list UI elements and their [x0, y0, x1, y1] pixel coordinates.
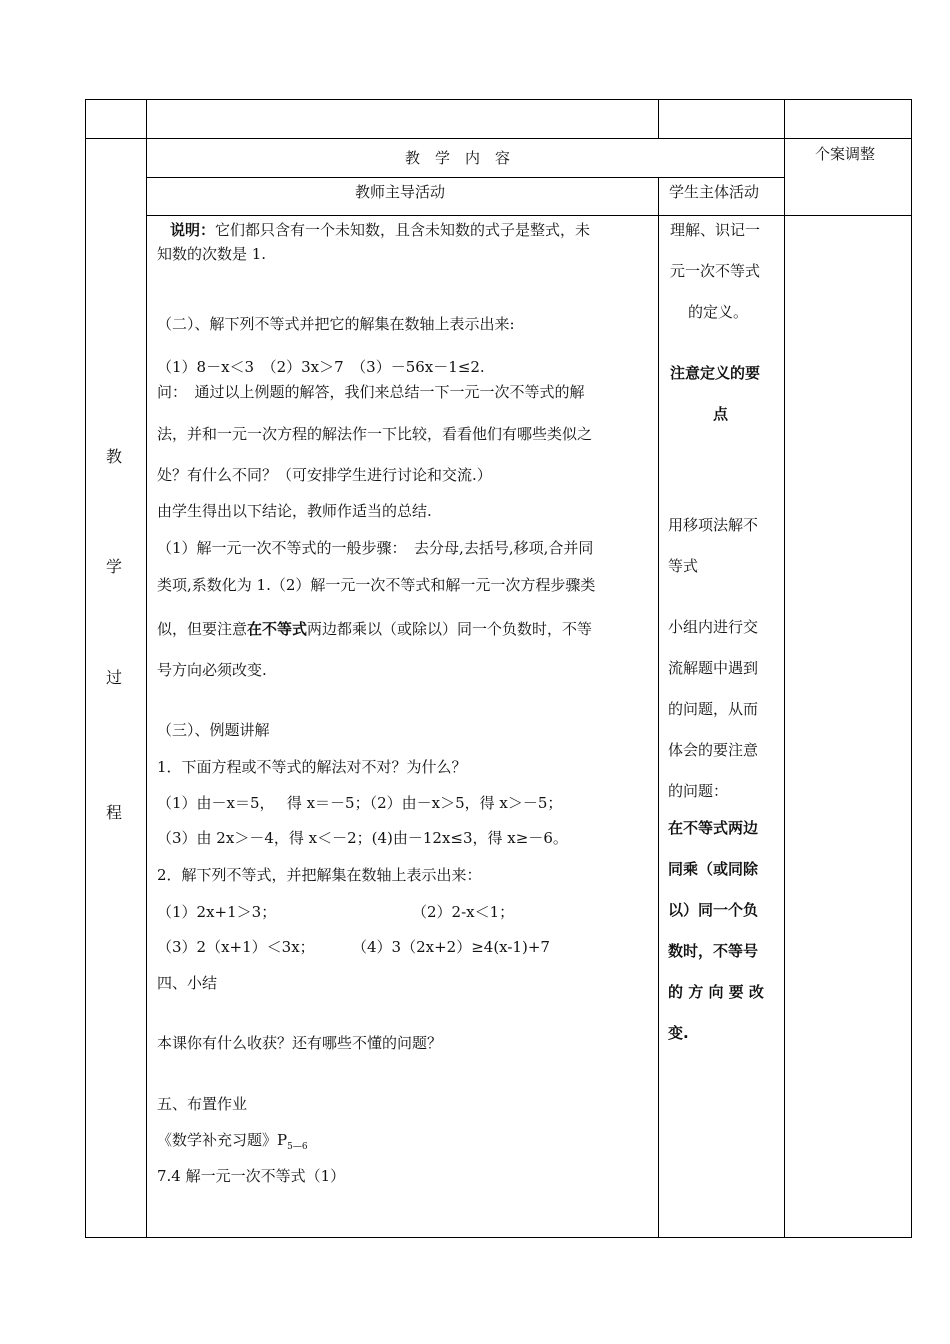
table-bottom-border [85, 1237, 912, 1238]
section-3-title: （三）、例题讲解 [157, 721, 270, 739]
example-1-title: 1．下面方程或不等式的解法对不对？为什么？ [157, 758, 467, 776]
example-2-item-4: （4）3（2x+2）≥4(x-1)+7 [352, 938, 550, 956]
student-line-7: 等式 [668, 557, 699, 575]
section-2-items: （1）8－x＜3 （2）3x＞7 （3）－56x－1≤2. [157, 358, 485, 376]
conclusion-line: 由学生得出以下结论，教师作适当的总结. [157, 502, 432, 520]
student-line-1: 理解、识记一 [670, 221, 761, 239]
col-divider-2 [658, 177, 659, 1238]
col-divider-1 [146, 99, 147, 1238]
explanation-line-2: 知数的次数是 1. [157, 245, 267, 263]
steps-line-2: 类项,系数化为 1.（2）解一元一次不等式和解一元一次方程步骤类 [157, 576, 596, 594]
teaching-content-header: 教 学 内 容 [405, 149, 511, 167]
example-2-title: 2．解下列不等式，并把解集在数轴上表示出来： [157, 866, 482, 884]
student-line-13: 在不等式两边 [668, 819, 759, 837]
adjust-header: 个案调整 [815, 145, 876, 163]
steps-line-4: 号方向必须改变. [157, 661, 267, 679]
teacher-activity-header: 教师主导活动 [355, 183, 446, 201]
student-line-8: 小组内进行交 [668, 618, 759, 636]
steps-text-b: 两边都乘以（或除以）同一个负数时，不等 [307, 620, 593, 638]
student-line-2: 元一次不等式 [670, 262, 761, 280]
steps-bold-text: 在不等式 [247, 620, 308, 638]
row-divider-1 [85, 138, 912, 139]
example-2-item-1: （1）2x+1＞3； [157, 903, 277, 921]
example-2-item-3: （3）2（x+1）＜3x； [157, 938, 315, 956]
student-line-5: 点 [713, 405, 729, 423]
student-line-10: 的问题，从而 [668, 700, 759, 718]
explain-text: 它们都只含有一个未知数，且含未知数的式子是整式，未 [215, 221, 591, 239]
side-label-char-4: 程 [106, 803, 123, 822]
steps-text-a: 似，但要注意 [157, 620, 248, 638]
student-line-6: 用移项法解不 [668, 516, 759, 534]
col-divider-3 [784, 99, 785, 1238]
table-right-border [911, 99, 912, 1238]
student-line-16: 数时，不等号 [668, 942, 759, 960]
table-left-border [85, 99, 86, 1238]
section-5-title: 五、布置作业 [157, 1095, 248, 1113]
row-divider-2 [146, 177, 785, 178]
homework-line [157, 1130, 308, 1157]
question-line-2: 法，并和一元一次方程的解法作一下比较，看看他们有哪些类似之 [157, 425, 593, 443]
steps-line-1: （1）解一元一次不等式的一般步骤： 去分母,去括号,移项,合并同 [157, 539, 594, 557]
student-line-9: 流解题中遇到 [668, 659, 759, 677]
example-2-item-2: （2）2-x＜1； [412, 903, 515, 921]
table-top-border [85, 99, 912, 100]
lesson-title: 7.4 解一元一次不等式（1） [157, 1167, 346, 1185]
example-1-items-b: （3）由 2x＞－4，得 x＜－2；(4)由－12x≤3，得 x≥－6。 [157, 829, 568, 847]
student-line-4: 注意定义的要 [670, 364, 761, 382]
student-line-18: 变. [668, 1024, 689, 1042]
summary-question: 本课你有什么收获？还有哪些不懂的问题？ [157, 1034, 443, 1052]
homework-pages: 5—6 [287, 1142, 308, 1152]
student-line-15: 以）同一个负 [668, 901, 759, 919]
side-label-char-2: 学 [106, 557, 123, 576]
homework-book: 《数学补充习题》P [157, 1131, 288, 1149]
question-line-1: 问： 通过以上例题的解答，我们来总结一下一元一次不等式的解 [157, 383, 585, 401]
student-line-11: 体会的要注意 [668, 741, 759, 759]
explain-label: 说明： [170, 221, 216, 239]
explanation-line-1 [170, 220, 590, 240]
row-divider-3 [146, 215, 912, 216]
student-line-17: 的 方 向 要 改 [668, 983, 764, 1001]
side-label-char-1: 教 [106, 447, 123, 466]
student-line-12: 的问题： [668, 782, 729, 800]
example-1-items-a: （1）由－x＝5， 得 x＝－5；（2）由－x＞5，得 x＞－5； [157, 794, 563, 812]
question-line-3: 处？有什么不同？（可安排学生进行讨论和交流.） [157, 466, 492, 484]
section-4-title: 四、小结 [157, 974, 218, 992]
steps-line-3 [157, 619, 592, 639]
student-line-14: 同乘（或同除 [668, 860, 759, 878]
section-2-title: （二）、解下列不等式并把它的解集在数轴上表示出来: [157, 315, 515, 333]
student-activity-header: 学生主体活动 [669, 183, 760, 201]
student-line-3: 的定义。 [688, 303, 749, 321]
side-label-char-3: 过 [106, 668, 123, 687]
col-divider-2-top [658, 99, 659, 139]
